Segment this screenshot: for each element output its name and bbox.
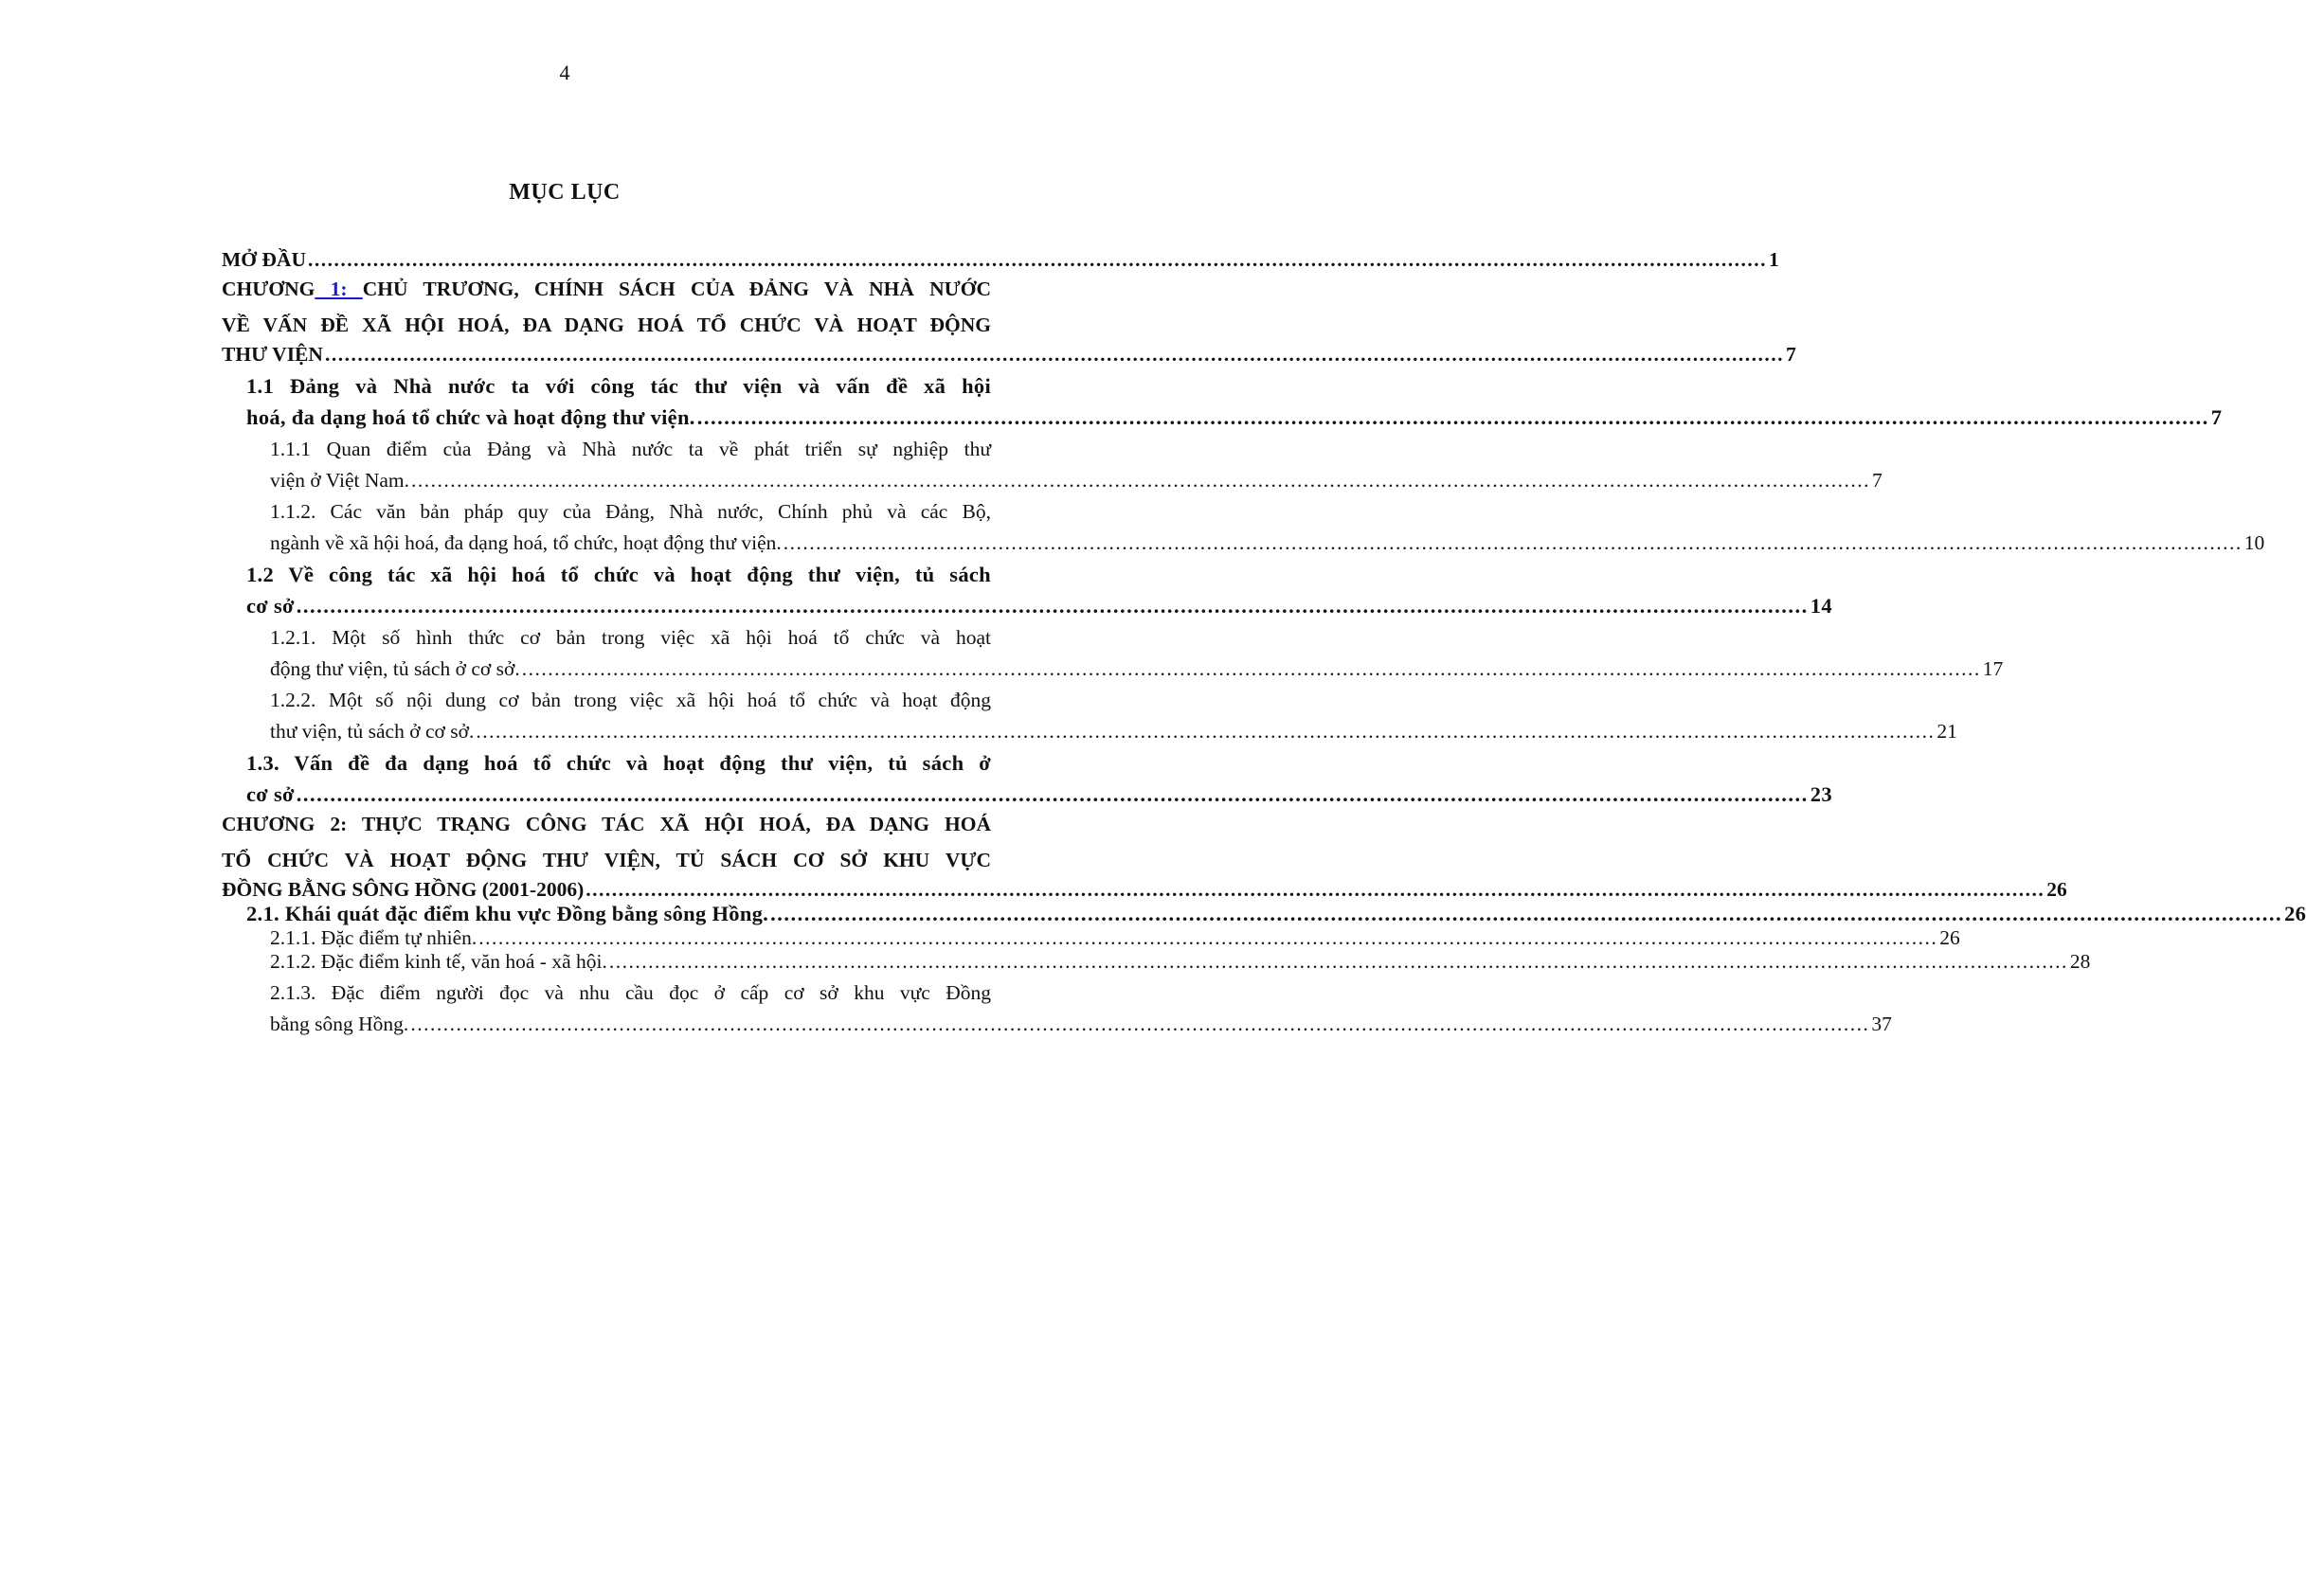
toc-entry-title: bằng sông Hồng. [270, 1013, 409, 1035]
dot-leader: ................................................................................................................................................................................................................................ [296, 782, 1809, 806]
toc-entry-title: hoá, đa dạng hoá tổ chức và hoạt động thư viện. [246, 405, 695, 429]
toc-entry-text: CHỦ TRƯƠNG, CHÍNH SÁCH CỦA ĐẢNG VÀ NHÀ NƯỚC [362, 278, 991, 300]
toc-entry-title: THƯ VIỆN [222, 343, 323, 366]
toc-entry-1-2-1[interactable] [222, 619, 2004, 681]
toc-entry-line [246, 902, 2306, 926]
toc-page-number: 26 [2284, 902, 2306, 925]
toc-page-number: 10 [2243, 531, 2265, 554]
toc-entry-line [270, 926, 1960, 950]
toc-entry-chuong-1[interactable] [222, 272, 1796, 367]
toc-entry-title: ngành về xã hội hoá, đa dạng hoá, tổ chức, hoạt động thư viện. [270, 531, 782, 554]
toc-entry-1-1[interactable] [222, 367, 2223, 430]
toc-entry-line [222, 343, 1796, 367]
chapter-prefix: CHƯƠNG [222, 278, 315, 300]
dot-leader: ................................................................................................................................................................................................................................ [476, 720, 1936, 743]
toc-entry-line: 1.1 Đảng và Nhà nước ta với công tác thư viện và vấn đề xã hội [246, 374, 991, 398]
toc-entry-line [222, 272, 991, 308]
toc-entry-title: thư viện, tủ sách ở cơ sở. [270, 720, 475, 743]
toc-entry-line [270, 469, 1883, 493]
toc-page-number: 37 [1871, 1013, 1892, 1035]
toc-entry-title: động thư viện, tủ sách ở cơ sở. [270, 657, 520, 680]
dot-leader: ................................................................................................................................................................................................................................ [478, 926, 1938, 949]
dot-leader: ................................................................................................................................................................................................................................ [608, 950, 2068, 973]
toc-entry-line: TỔ CHỨC VÀ HOẠT ĐỘNG THƯ VIỆN, TỦ SÁCH CƠ SỞ KHU VỰC [222, 848, 991, 871]
toc-entry-line [270, 531, 2265, 555]
toc-entry-line: 1.2 Về công tác xã hội hoá tổ chức và hoạt động thư viện, tủ sách [246, 563, 991, 586]
toc-page-number: 7 [1872, 469, 1883, 492]
toc-entry-line [270, 1013, 1892, 1036]
toc-title: MỤC LỤC [509, 180, 621, 205]
dot-leader: ................................................................................................................................................................................................................................ [411, 469, 1871, 492]
toc-entry-line [222, 878, 2067, 902]
toc-entry-title: cơ sở [246, 782, 295, 806]
toc-entry-line: 1.1.1 Quan điểm của Đảng và Nhà nước ta về phát triển sự nghiệp thư [270, 438, 991, 460]
toc-entry-title: MỞ ĐẦU [222, 248, 306, 271]
toc-entry-1-2[interactable] [222, 555, 1832, 619]
toc-page-number: 23 [1810, 782, 1832, 806]
toc-page-number: 7 [2210, 405, 2223, 429]
dot-leader: ................................................................................................................................................................................................................................ [410, 1013, 1870, 1035]
toc-page-number: 14 [1810, 594, 1832, 618]
toc-entry-1-3[interactable] [222, 744, 1832, 807]
toc-page-number: 26 [1939, 926, 1960, 949]
toc-entry-line [246, 594, 1832, 619]
dot-leader: ................................................................................................................................................................................................................................ [783, 531, 2243, 554]
toc-entry-1-1-1[interactable] [222, 430, 1883, 493]
toc-entry-2-1-3[interactable] [222, 974, 1892, 1036]
dot-leader: ................................................................................................................................................................................................................................ [586, 878, 2045, 901]
table-of-contents [222, 248, 2306, 1036]
toc-entry-line: 1.1.2. Các văn bản pháp quy của Đảng, Nhà nước, Chính phủ và các Bộ, [270, 500, 991, 523]
toc-page-number: 17 [1982, 657, 2004, 680]
dot-leader: ................................................................................................................................................................................................................................ [296, 594, 1809, 618]
toc-entry-2-1-1[interactable] [222, 926, 1960, 950]
dot-leader: ................................................................................................................................................................................................................................ [307, 248, 1767, 271]
toc-page-number: 26 [2046, 878, 2067, 901]
toc-entry-line [270, 657, 2004, 681]
toc-entry-1-2-2[interactable] [222, 681, 1957, 744]
toc-entry-1-1-2[interactable] [222, 493, 2265, 555]
toc-entry-title: 2.1.1. Đặc điểm tự nhiên. [270, 926, 477, 949]
toc-entry-line [246, 782, 1832, 807]
toc-entry-line: 1.2.1. Một số hình thức cơ bản trong việc xã hội hoá tổ chức và hoạt [270, 626, 991, 649]
dot-leader: ................................................................................................................................................................................................................................ [521, 657, 1981, 680]
toc-entry-line [270, 720, 1957, 744]
toc-page-number: 28 [2069, 950, 2091, 973]
toc-entry-line [246, 405, 2223, 430]
toc-entry-title: ĐỒNG BẰNG SÔNG HỒNG (2001-2006) [222, 878, 585, 901]
toc-entry-line: 2.1.3. Đặc điểm người đọc và nhu cầu đọc ở cấp cơ sở khu vực Đồng [270, 981, 991, 1004]
toc-entry-mo-dau[interactable] [222, 248, 1779, 272]
toc-entry-title: 2.1. Khái quát đặc điểm khu vực Đồng bằng sông Hồng. [246, 902, 769, 925]
toc-entry-chuong-2[interactable] [222, 807, 2067, 902]
toc-page-number: 7 [1785, 343, 1796, 366]
toc-page-number: 1 [1768, 248, 1779, 271]
dot-leader: ................................................................................................................................................................................................................................ [696, 405, 2209, 429]
toc-entry-line [270, 950, 2091, 974]
page-number: 4 [559, 61, 570, 84]
toc-entry-line: 1.2.2. Một số nội dung cơ bản trong việc xã hội hoá tổ chức và hoạt động [270, 689, 991, 711]
toc-page-number: 21 [1937, 720, 1957, 743]
toc-entry-line: VỀ VẤN ĐỀ XÃ HỘI HOÁ, ĐA DẠNG HOÁ TỔ CHỨC VÀ HOẠT ĐỘNG [222, 313, 991, 336]
toc-entry-title: viện ở Việt Nam. [270, 469, 410, 492]
toc-entry-2-1-2[interactable] [222, 950, 2091, 974]
toc-entry-line [222, 248, 1779, 272]
toc-entry-2-1[interactable] [222, 902, 2306, 926]
toc-entry-title: 2.1.2. Đặc điểm kinh tế, văn hoá - xã hội. [270, 950, 607, 973]
toc-entry-line: 1.3. Vấn đề đa dạng hoá tổ chức và hoạt động thư viện, tủ sách ở [246, 751, 991, 775]
dot-leader: ................................................................................................................................................................................................................................ [324, 343, 1784, 366]
toc-entry-line: CHƯƠNG 2: THỰC TRẠNG CÔNG TÁC XÃ HỘI HOÁ, ĐA DẠNG HOÁ [222, 813, 991, 835]
dot-leader: ................................................................................................................................................................................................................................ [770, 902, 2283, 925]
toc-entry-title: cơ sở [246, 594, 295, 618]
chapter-link[interactable]: 1: [315, 278, 363, 300]
